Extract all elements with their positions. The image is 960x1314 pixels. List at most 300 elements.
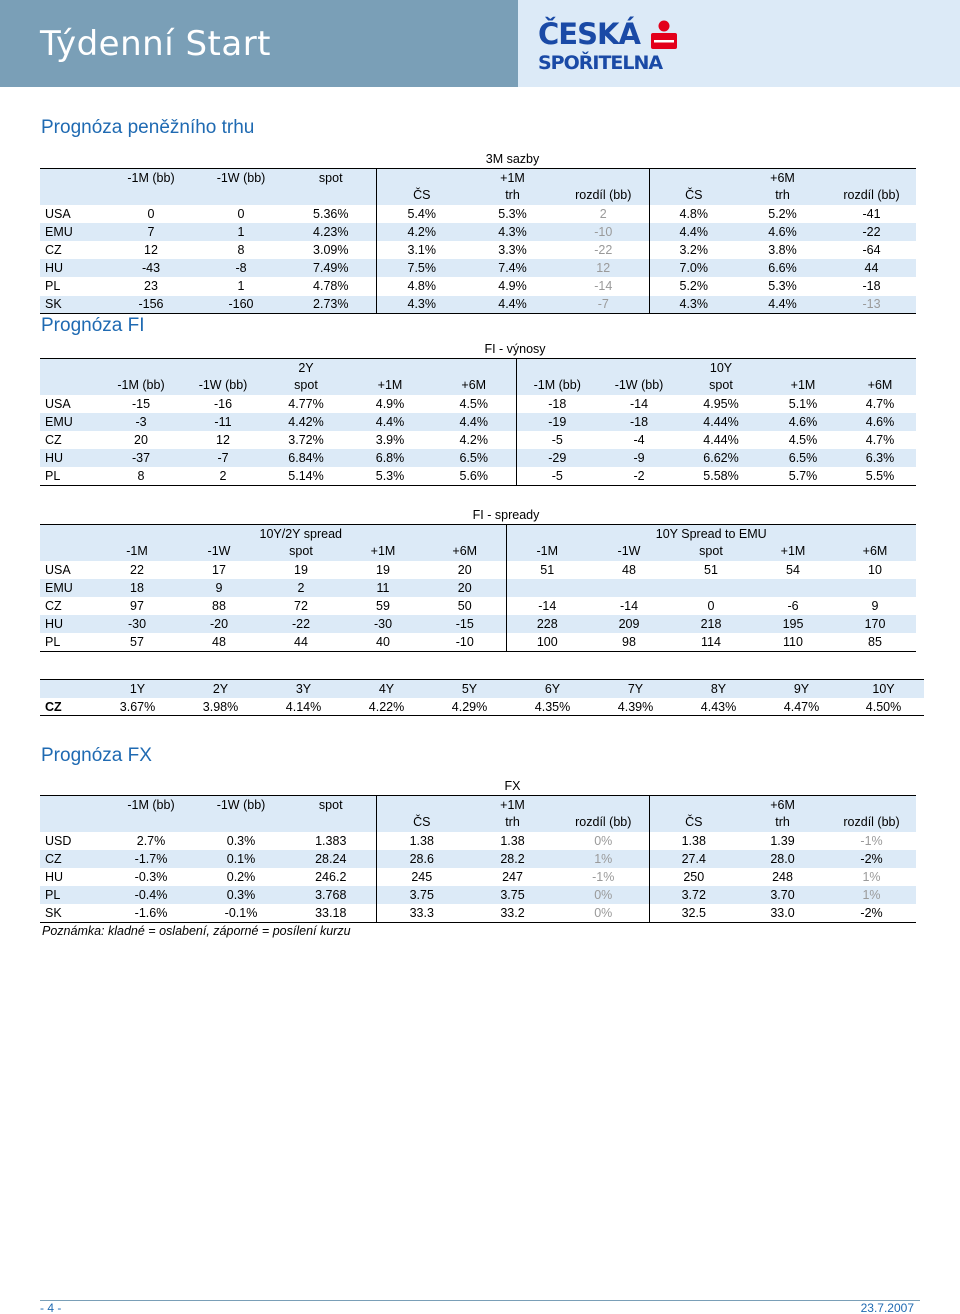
table-cell: 170 xyxy=(834,615,916,633)
table-row xyxy=(40,579,916,597)
table-cell xyxy=(834,579,916,597)
table-row xyxy=(40,259,916,277)
table-cell: 1% xyxy=(827,886,916,904)
table-cell: 247 xyxy=(502,870,523,885)
row-label: PL xyxy=(40,633,96,651)
table-cell: 6.62% xyxy=(680,449,762,467)
table-cell: -30 xyxy=(96,615,178,633)
table-cell: 23 xyxy=(144,279,158,294)
column-header: ČS xyxy=(376,186,467,204)
row-label: EMU xyxy=(40,223,106,241)
table-cell: 4.44% xyxy=(680,413,762,431)
table-cell: -13 xyxy=(827,296,916,314)
column-header: rozdíl (bb) xyxy=(558,186,649,204)
column-group-header: 2Y xyxy=(264,358,348,376)
table-row xyxy=(40,241,916,259)
table-cell: 1.38 xyxy=(376,832,467,850)
fi-caption: FI - výnosy xyxy=(432,340,598,358)
table-cell: 3.75 xyxy=(376,886,467,904)
table-cell: 2.73% xyxy=(286,296,376,314)
table-cell: 5.2% xyxy=(649,277,738,295)
table-cell: 4.47% xyxy=(760,698,843,716)
column-header: -1W (bb) xyxy=(598,376,680,394)
table-cell: 19 xyxy=(376,562,390,577)
table-cell: 40 xyxy=(342,633,424,651)
table-row xyxy=(40,296,916,314)
table-cell: 28.6 xyxy=(376,850,467,868)
yield-curve-table xyxy=(40,679,924,716)
table-cell: 48 xyxy=(178,633,260,651)
table-cell: 0.3% xyxy=(196,886,286,904)
table-cell: -22 xyxy=(827,223,916,241)
table-cell: 6.6% xyxy=(738,259,827,277)
column-header: -1M (bb) xyxy=(106,168,196,186)
money-market-table xyxy=(40,150,916,314)
table-cell: -7 xyxy=(182,449,264,467)
table-cell: 0 xyxy=(147,206,155,221)
table-cell: 59 xyxy=(376,599,390,614)
column-header: spot xyxy=(260,542,342,560)
money-market-caption: 3M sazby xyxy=(376,150,649,168)
table-cell: 18 xyxy=(96,579,178,597)
table-cell: 4.2% xyxy=(376,223,467,241)
row-label: CZ xyxy=(45,599,62,614)
row-label: USA xyxy=(45,396,71,411)
money-market-section-title: Prognóza peněžního trhu xyxy=(41,117,255,138)
column-group-header: +6M xyxy=(738,168,827,186)
row-label: PL xyxy=(40,886,106,904)
column-header: rozdíl (bb) xyxy=(558,813,649,831)
column-group-header: +1M xyxy=(467,168,558,186)
table-cell: -14 xyxy=(594,279,613,294)
table-row xyxy=(40,431,916,449)
table-cell: 8 xyxy=(100,467,182,485)
column-header: +1M xyxy=(762,376,844,394)
table-cell: 20 xyxy=(457,562,472,577)
publication-title: Týdenní Start xyxy=(40,24,272,64)
column-header: 8Y xyxy=(677,680,760,698)
table-cell: 1.383 xyxy=(315,833,347,848)
table-row xyxy=(40,868,916,886)
column-header: -1M xyxy=(96,542,178,560)
table-cell: 33.0 xyxy=(738,904,827,922)
table-row xyxy=(40,205,916,223)
table-cell: 5.3% xyxy=(498,206,527,221)
table-cell: 9 xyxy=(871,599,879,614)
table-cell: 218 xyxy=(670,615,752,633)
column-header: +1M xyxy=(752,542,834,560)
table-cell: 44 xyxy=(260,633,342,651)
table-cell: 2 xyxy=(260,579,342,597)
table-cell: 0% xyxy=(594,833,613,848)
table-cell: 4.7% xyxy=(865,396,895,411)
table-cell: 3.72 xyxy=(649,886,738,904)
table-cell: -6 xyxy=(787,599,799,614)
table-cell: 3.75 xyxy=(467,886,558,904)
table-cell: -1% xyxy=(860,833,883,848)
table-cell: 17 xyxy=(212,562,226,577)
row-label: HU xyxy=(45,870,64,885)
column-group-header: +6M xyxy=(738,795,827,813)
table-cell: 4.43% xyxy=(677,698,760,716)
table-row xyxy=(40,277,916,295)
table-cell: -2 xyxy=(598,467,680,485)
column-header: +6M xyxy=(844,376,916,394)
table-row xyxy=(40,449,916,467)
table-cell: 4.4% xyxy=(649,223,738,241)
column-header: -1W xyxy=(178,542,260,560)
table-cell xyxy=(506,579,588,597)
table-cell: 100 xyxy=(506,633,588,651)
column-header: ČS xyxy=(649,813,738,831)
table-cell: -5 xyxy=(516,467,598,485)
table-cell: 3.768 xyxy=(286,886,376,904)
table-cell: 4.50% xyxy=(843,698,924,716)
table-cell: 33.3 xyxy=(376,904,467,922)
table-cell xyxy=(752,579,834,597)
table-cell: -15 xyxy=(131,396,151,411)
table-cell: 85 xyxy=(834,633,916,651)
column-header: -1M xyxy=(506,542,588,560)
fx-table xyxy=(40,777,916,923)
row-label: HU xyxy=(40,449,100,467)
table-cell: 0% xyxy=(558,886,649,904)
table-cell: 248 xyxy=(772,870,793,885)
table-cell: 4.5% xyxy=(459,396,488,411)
table-cell xyxy=(588,579,670,597)
table-cell: 50 xyxy=(457,599,472,614)
table-cell: 28.2 xyxy=(467,850,558,868)
page-number: - 4 - xyxy=(40,1301,62,1314)
table-cell: 5.4% xyxy=(376,205,467,223)
footer-divider xyxy=(40,1300,920,1301)
table-cell: 0% xyxy=(558,904,649,922)
table-row xyxy=(40,850,916,868)
table-cell: 32.5 xyxy=(649,904,738,922)
row-label: CZ xyxy=(40,698,96,716)
table-cell: 245 xyxy=(376,868,467,886)
table-cell: 4.4% xyxy=(432,413,516,431)
table-cell: -43 xyxy=(106,259,196,277)
table-cell: 5.1% xyxy=(788,396,818,411)
column-header: spot xyxy=(680,376,762,394)
column-header: -1M (bb) xyxy=(516,376,598,394)
column-header: trh xyxy=(738,813,827,831)
column-header: -1M (bb) xyxy=(106,795,196,813)
table-row xyxy=(40,698,924,716)
column-header: 3Y xyxy=(262,680,345,698)
table-cell: 4.3% xyxy=(376,296,467,314)
table-cell: 2 xyxy=(182,467,264,485)
table-cell: 0 xyxy=(237,206,245,221)
table-cell: 98 xyxy=(588,633,670,651)
column-group-header: +1M xyxy=(467,795,558,813)
table-cell: 4.22% xyxy=(345,698,428,716)
table-cell: 44 xyxy=(827,259,916,277)
table-cell: 51 xyxy=(704,562,718,577)
column-header: spot xyxy=(264,376,348,394)
fi-yields-table xyxy=(40,340,916,486)
table-cell: -5 xyxy=(516,431,598,449)
table-cell: -16 xyxy=(213,396,233,411)
row-label: PL xyxy=(40,467,100,485)
column-header: -1W (bb) xyxy=(182,376,264,394)
column-header: spot xyxy=(286,795,376,813)
column-header: 1Y xyxy=(96,680,179,698)
table-cell: 6.5% xyxy=(762,449,844,467)
column-header: +6M xyxy=(834,542,916,560)
table-cell: -18 xyxy=(598,413,680,431)
table-cell: 0.1% xyxy=(196,850,286,868)
table-cell: -41 xyxy=(862,206,881,221)
table-cell: 3.67% xyxy=(96,698,179,716)
table-cell: 5.7% xyxy=(762,467,844,485)
table-cell: 7.5% xyxy=(376,259,467,277)
table-cell: -11 xyxy=(182,413,264,431)
table-cell: 5.2% xyxy=(768,206,797,221)
table-cell: 51 xyxy=(506,561,588,579)
table-cell: 4.8% xyxy=(649,205,738,223)
table-cell: 6.3% xyxy=(844,449,916,467)
table-cell: -0.1% xyxy=(196,904,286,922)
table-cell: -9 xyxy=(598,449,680,467)
table-cell: -8 xyxy=(196,259,286,277)
table-cell: 1 xyxy=(237,279,245,294)
table-cell: -10 xyxy=(424,633,506,651)
table-cell: 4.23% xyxy=(286,223,376,241)
table-cell: -14 xyxy=(629,396,649,411)
table-cell: 0.2% xyxy=(226,870,256,885)
table-cell: 2.7% xyxy=(136,833,166,848)
fx-section-title: Prognóza FX xyxy=(41,745,152,766)
table-cell: -15 xyxy=(424,615,506,633)
table-cell: -19 xyxy=(516,413,598,431)
table-cell: 4.95% xyxy=(703,396,739,411)
column-header: 10Y xyxy=(843,680,924,698)
table-cell: 3.09% xyxy=(313,243,349,258)
table-cell: 4.6% xyxy=(738,223,827,241)
table-cell: 72 xyxy=(294,599,308,614)
table-cell: 4.42% xyxy=(264,413,348,431)
column-header: 5Y xyxy=(428,680,511,698)
table-cell: -18 xyxy=(516,395,598,413)
table-cell: -160 xyxy=(196,296,286,314)
table-cell: 4.4% xyxy=(467,296,558,314)
table-cell: 195 xyxy=(752,615,834,633)
table-row xyxy=(40,597,916,615)
table-row xyxy=(40,832,916,850)
logo-emblem-icon xyxy=(649,20,679,50)
table-cell: 6.5% xyxy=(432,449,516,467)
table-cell: 28.0 xyxy=(738,850,827,868)
table-cell: 0.3% xyxy=(226,833,256,848)
table-cell: 4.9% xyxy=(498,279,527,294)
table-cell: 5.5% xyxy=(844,467,916,485)
table-cell: 4.4% xyxy=(348,413,432,431)
table-cell: 7.0% xyxy=(649,259,738,277)
table-cell: -1.7% xyxy=(106,850,196,868)
table-row xyxy=(40,413,916,431)
row-label: USD xyxy=(45,833,72,848)
fx-footnote: Poznámka: kladné = oslabení, záporné = posílení kurzu xyxy=(42,924,351,938)
column-header: spot xyxy=(286,168,376,186)
column-group-header: 10Y Spread to EMU xyxy=(506,524,916,542)
table-cell: 12 xyxy=(216,433,230,448)
column-group-header: 10Y/2Y spread xyxy=(96,524,506,542)
fi-section-title: Prognóza FI xyxy=(41,315,145,336)
table-cell: 4.14% xyxy=(262,698,345,716)
fi-spreads-table xyxy=(40,506,916,652)
column-header: -1W (bb) xyxy=(196,795,286,813)
table-cell: 5.6% xyxy=(432,467,516,485)
column-header: 9Y xyxy=(760,680,843,698)
table-cell: -14 xyxy=(506,597,588,615)
table-cell: 3.3% xyxy=(498,243,527,258)
table-row xyxy=(40,223,916,241)
column-header: 4Y xyxy=(345,680,428,698)
logo-text-line1: ČESKÁ xyxy=(538,17,640,51)
column-header: +6M xyxy=(432,376,516,394)
table-cell: 4.77% xyxy=(288,396,324,411)
column-header: rozdíl (bb) xyxy=(827,186,916,204)
row-label: USA xyxy=(45,562,71,577)
table-cell: 1.39 xyxy=(770,833,795,848)
table-cell: 4.78% xyxy=(313,279,349,294)
table-row xyxy=(40,633,916,651)
table-cell: 54 xyxy=(786,562,800,577)
table-cell: -29 xyxy=(516,449,598,467)
table-cell: -30 xyxy=(342,615,424,633)
table-cell: -18 xyxy=(862,279,881,294)
table-cell: 12 xyxy=(144,243,158,258)
logo-text-line2: SPOŘITELNA xyxy=(538,52,663,74)
column-header: 2Y xyxy=(179,680,262,698)
table-cell: 57 xyxy=(96,633,178,651)
table-cell: -22 xyxy=(594,243,613,258)
column-header: trh xyxy=(467,813,558,831)
table-cell: -64 xyxy=(862,243,881,258)
table-cell: 3.70 xyxy=(738,886,827,904)
table-cell: 1% xyxy=(862,870,881,885)
table-cell: 7.4% xyxy=(467,259,558,277)
table-cell: 7 xyxy=(106,223,196,241)
row-label: HU xyxy=(40,615,96,633)
column-header: +1M xyxy=(348,376,432,394)
column-header: -1W xyxy=(588,542,670,560)
table-cell: 7.49% xyxy=(286,259,376,277)
column-group-header: 10Y xyxy=(680,358,762,376)
column-header: ČS xyxy=(649,186,738,204)
table-cell: 2 xyxy=(599,206,607,221)
table-cell: -0.4% xyxy=(106,886,196,904)
table-cell: 12 xyxy=(558,259,649,277)
table-cell: 4.44% xyxy=(703,433,739,448)
table-cell: 33.18 xyxy=(286,904,376,922)
table-cell: 4.29% xyxy=(428,698,511,716)
table-row xyxy=(40,615,916,633)
table-cell: 20 xyxy=(134,433,148,448)
table-cell: 4.7% xyxy=(865,433,895,448)
table-cell: 1 xyxy=(196,223,286,241)
row-label: CZ xyxy=(45,433,62,448)
table-cell xyxy=(670,579,752,597)
table-cell: 250 xyxy=(649,868,738,886)
table-cell: 20 xyxy=(424,579,506,597)
row-label: EMU xyxy=(40,579,96,597)
table-cell: 3.98% xyxy=(179,698,262,716)
table-cell: -7 xyxy=(558,296,649,314)
table-cell: 6.8% xyxy=(348,449,432,467)
table-cell: 3.72% xyxy=(288,433,324,448)
table-row xyxy=(40,561,916,579)
table-row xyxy=(40,904,916,922)
table-cell: 8 xyxy=(237,243,245,258)
table-row xyxy=(40,467,916,485)
column-header: +1M xyxy=(342,542,424,560)
table-cell: -1.6% xyxy=(106,904,196,922)
table-cell: 19 xyxy=(294,562,308,577)
table-cell: 88 xyxy=(212,599,226,614)
column-header: 6Y xyxy=(511,680,594,698)
table-cell: 48 xyxy=(622,562,636,577)
row-label: HU xyxy=(40,259,106,277)
table-cell: 4.4% xyxy=(738,296,827,314)
table-cell: 33.2 xyxy=(467,904,558,922)
row-label: SK xyxy=(40,904,106,922)
table-cell: -0.3% xyxy=(134,870,168,885)
table-cell: 114 xyxy=(670,633,752,651)
column-header: rozdíl (bb) xyxy=(827,813,916,831)
table-cell: -22 xyxy=(260,615,342,633)
table-row xyxy=(40,886,916,904)
table-cell: -10 xyxy=(558,223,649,241)
header-banner xyxy=(0,0,960,87)
table-cell: 1.38 xyxy=(500,833,525,848)
table-cell: 209 xyxy=(588,615,670,633)
column-header: +6M xyxy=(424,542,506,560)
table-cell: 4.5% xyxy=(788,433,818,448)
column-header: spot xyxy=(670,542,752,560)
table-cell: 4.35% xyxy=(511,698,594,716)
table-cell: 5.14% xyxy=(264,467,348,485)
table-cell: 4.8% xyxy=(376,277,467,295)
table-cell: 4.6% xyxy=(762,413,844,431)
row-label: CZ xyxy=(45,243,62,258)
column-header: 7Y xyxy=(594,680,677,698)
table-cell: 3.9% xyxy=(375,433,405,448)
fx-caption: FX xyxy=(376,777,649,795)
table-cell: -3 xyxy=(100,413,182,431)
table-cell: 3.1% xyxy=(376,241,467,259)
table-cell: 4.3% xyxy=(649,296,738,314)
table-cell: 5.3% xyxy=(348,467,432,485)
table-cell: -156 xyxy=(106,296,196,314)
table-cell: 9 xyxy=(178,579,260,597)
table-cell: 6.84% xyxy=(264,449,348,467)
table-cell: 4.9% xyxy=(375,396,405,411)
table-cell: -2% xyxy=(827,904,916,922)
table-cell: 3.2% xyxy=(649,241,738,259)
table-cell: 97 xyxy=(130,599,144,614)
table-cell: 4.2% xyxy=(459,433,488,448)
table-cell: 10 xyxy=(868,562,882,577)
table-cell: 4.6% xyxy=(844,413,916,431)
table-cell: 11 xyxy=(342,579,424,597)
row-label: CZ xyxy=(40,850,106,868)
row-label: EMU xyxy=(40,413,100,431)
table-cell: 1% xyxy=(558,850,649,868)
row-label: USA xyxy=(45,206,71,221)
